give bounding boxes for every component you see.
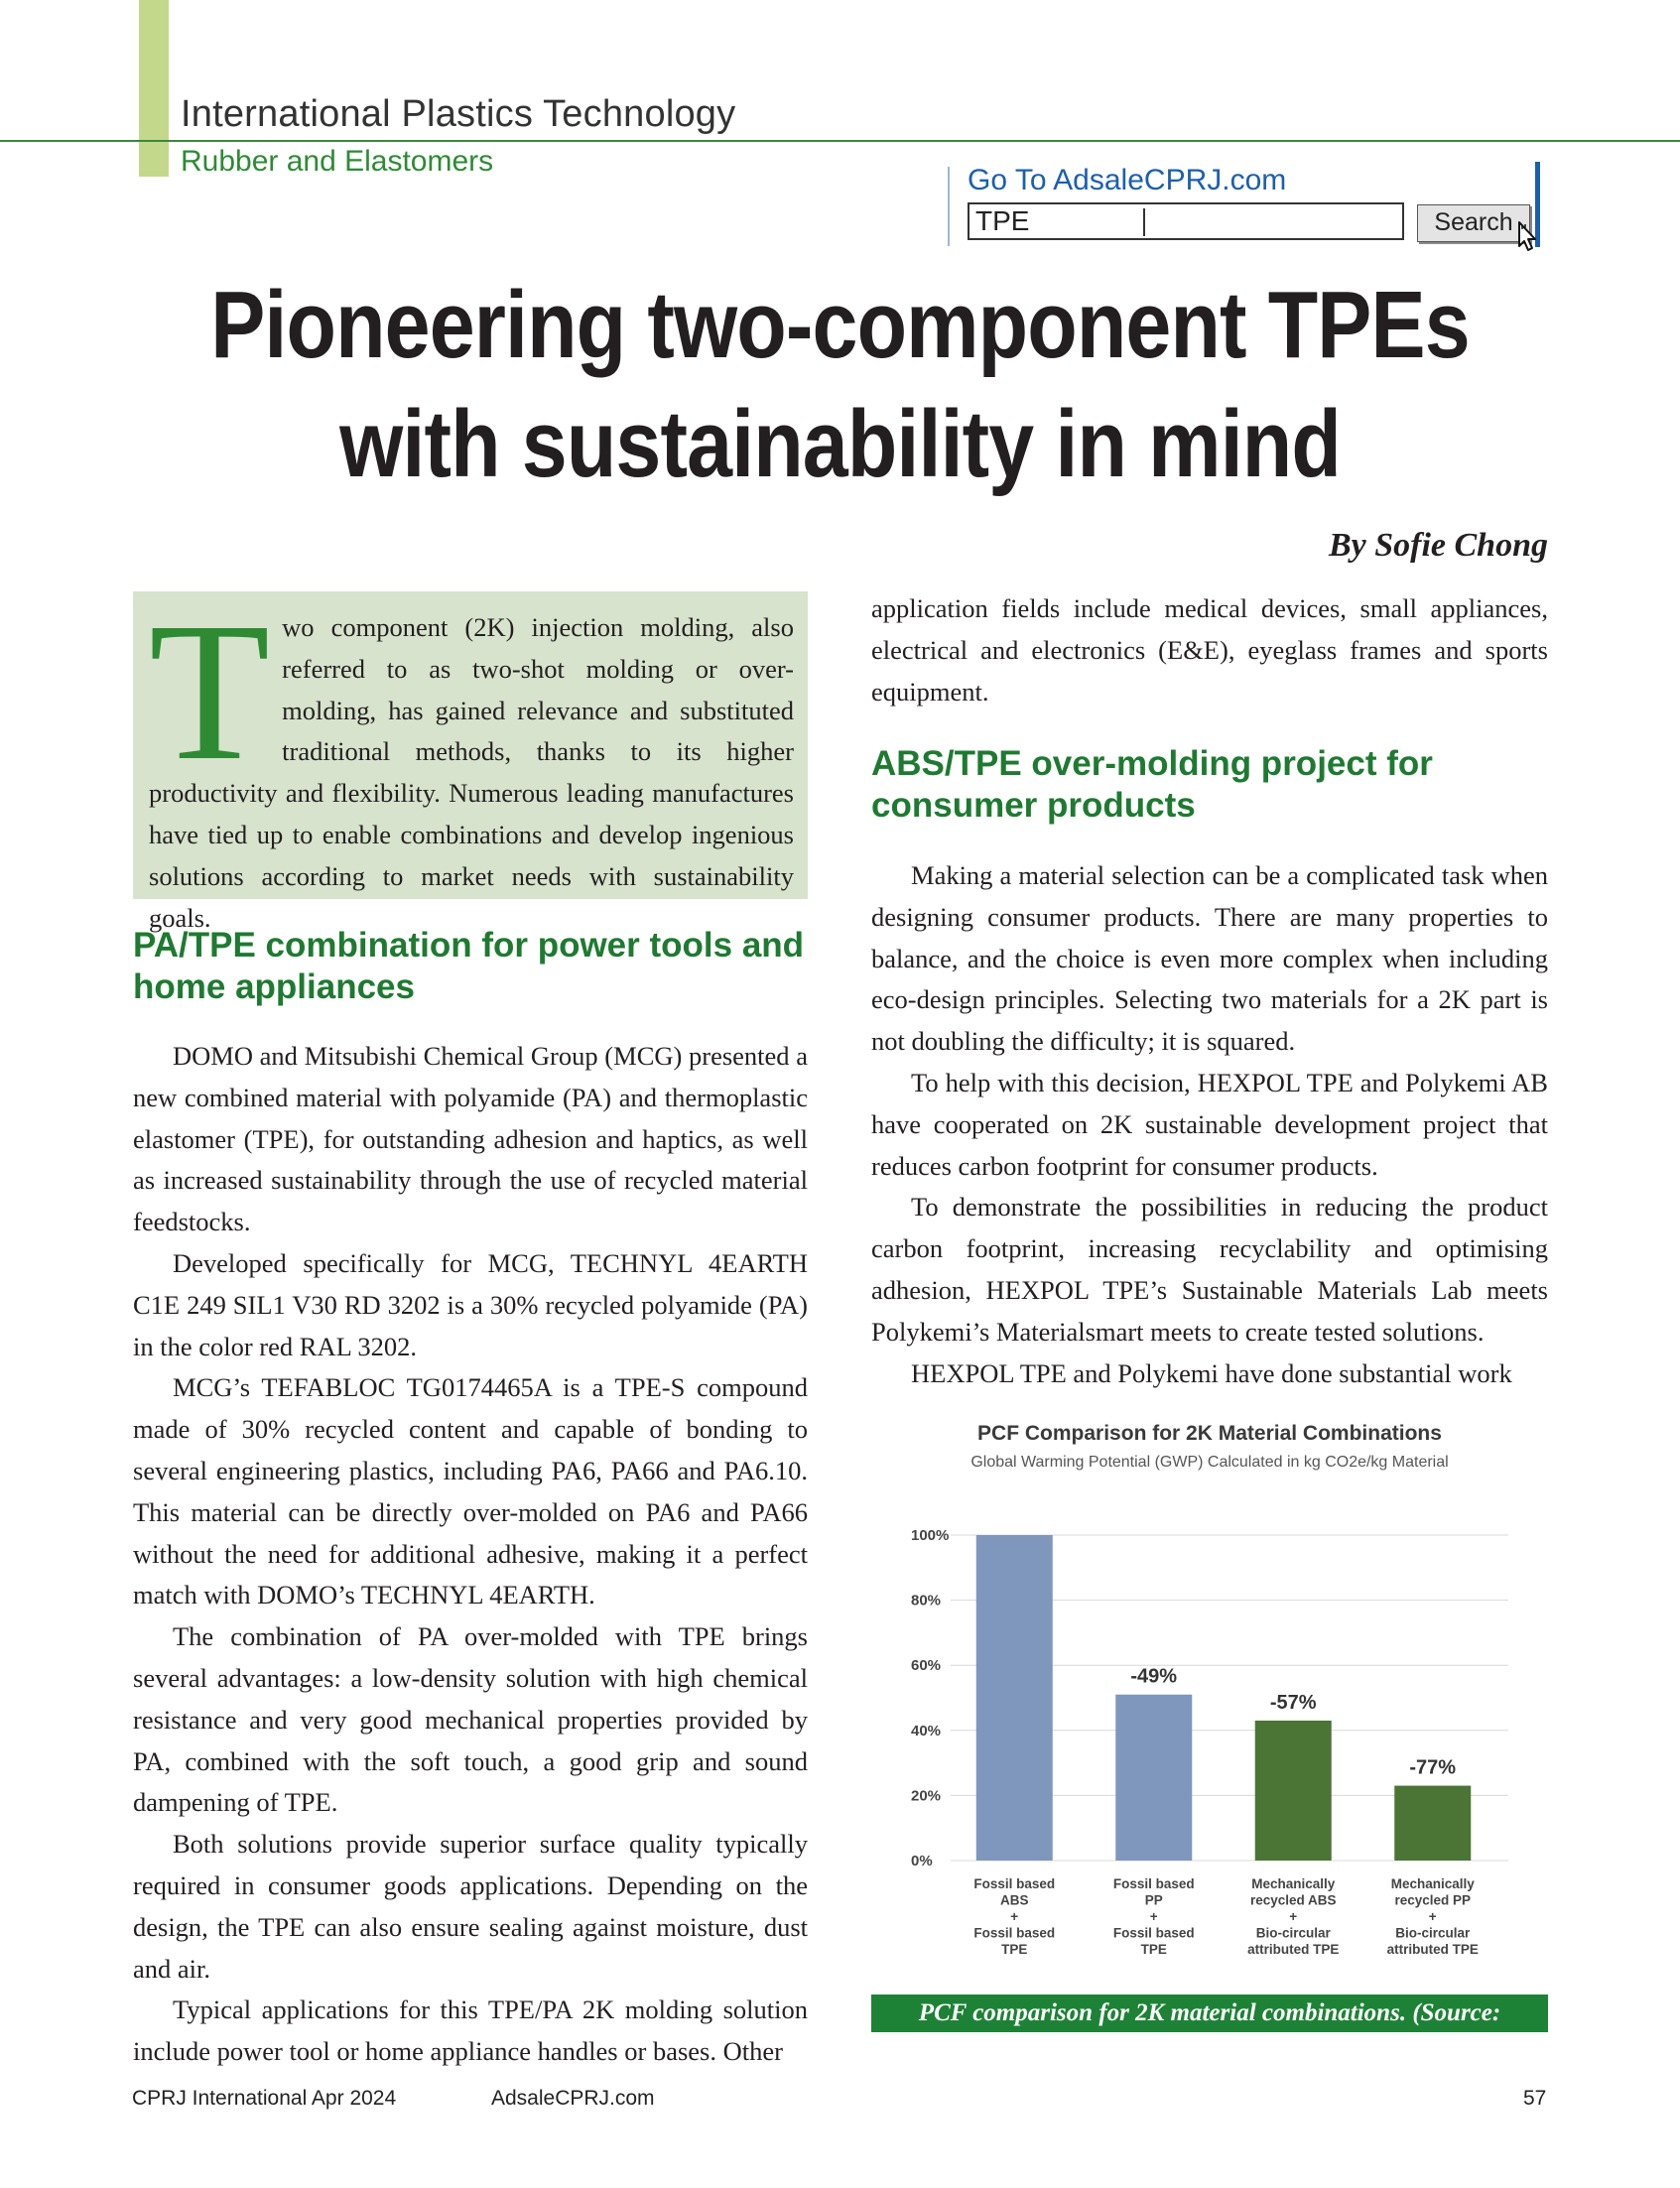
bar-value-label: -57% xyxy=(1269,1691,1317,1714)
section-label: Rubber and Elastomers xyxy=(181,145,494,178)
search-button[interactable]: Search xyxy=(1417,204,1530,242)
headline-line-1: Pioneering two-component TPEs xyxy=(210,272,1470,378)
bar xyxy=(1115,1695,1192,1861)
y-tick-label: 40% xyxy=(911,1722,942,1739)
chart-y-ticks xyxy=(911,1527,949,1869)
category-label: Fossil based xyxy=(1112,1876,1195,1891)
page-number: 57 xyxy=(1523,2087,1547,2110)
drop-cap: T xyxy=(149,582,271,802)
category-label: Bio-circular xyxy=(1255,1925,1331,1941)
footer-issue: CPRJ International Apr 2024 xyxy=(132,2087,397,2110)
category-label: Fossil based xyxy=(1112,1925,1195,1941)
bar xyxy=(976,1535,1053,1861)
paragraph: Developed specifically for MCG, TECHNYL 4EARTH C1E 249 SIL1 V30 RD 3202 is a 30% recycled polyamide (PA) in the color red RAL 3202. xyxy=(133,1247,808,1361)
headline-line-2: with sustainability in mind xyxy=(339,391,1341,497)
bar xyxy=(1255,1721,1332,1861)
category-label: Mechanically xyxy=(1390,1876,1475,1891)
category-label: + xyxy=(1428,1909,1437,1924)
search-divider-left xyxy=(948,167,950,246)
paragraph: application fields include medical devices, small appliances, electrical and electronics (E&E), eyeglass frames and sports equipment. xyxy=(871,593,1548,707)
y-tick-label: 0% xyxy=(911,1853,933,1869)
pcf-bar-chart xyxy=(871,1414,1548,1970)
byline: By Sofie Chong xyxy=(1328,527,1548,564)
column-right-top xyxy=(871,588,1548,712)
y-tick-label: 80% xyxy=(911,1592,942,1609)
search-widget xyxy=(948,159,1543,248)
section-heading-pa-tpe: PA/TPE combination for power tools and home appliances xyxy=(133,926,805,1006)
pointer-cursor-icon xyxy=(1513,220,1547,258)
header-accent-bar xyxy=(139,0,169,177)
chart-categories xyxy=(973,1876,1479,1957)
footer-site-link[interactable]: AdsaleCPRJ.com xyxy=(491,2087,655,2110)
intro-text: wo component (2K) injection molding, also referred to as two-shot molding or over-molding, has gained relevance and substituted traditional methods, thanks to its higher productivity and flexibility. Numerous leading manufactures have tied up to enable combinations and develop ingenious solutions according to market needs with sustainability goals. xyxy=(149,612,794,933)
chart-bars xyxy=(976,1535,1472,1861)
category-label: TPE xyxy=(1001,1942,1028,1957)
paragraph: To help with this decision, HEXPOL TPE and Polykemi AB have cooperated on 2K sustainable development project that reduces carbon footprint for consumer products. xyxy=(871,1067,1548,1181)
text-caret xyxy=(1143,208,1145,236)
category-label: PP xyxy=(1144,1892,1163,1908)
header-rule xyxy=(0,140,1680,142)
column-right xyxy=(871,855,1548,1394)
category-label: Fossil based xyxy=(973,1925,1056,1941)
category-label: + xyxy=(1149,1909,1158,1924)
section-heading-abs-tpe: ABS/TPE over-molding project for consumer products xyxy=(871,744,1433,825)
y-tick-label: 60% xyxy=(911,1657,942,1675)
paragraph: MCG’s TEFABLOC TG0174465A is a TPE-S compound made of 30% recycled content and capable of bonding to several engineering plastics, including PA6, PA66 and PA6.10. This material can be directly over-molded on PA6 and PA66 without the need for additional adhesive, making it a perfect match with DOMO’s TECHNYL 4EARTH. xyxy=(133,1372,808,1610)
category-label: attributed TPE xyxy=(1386,1942,1479,1957)
category-label: Mechanically xyxy=(1251,1876,1336,1891)
chart-title: PCF Comparison for 2K Material Combinations xyxy=(977,1422,1442,1445)
paragraph: Typical applications for this TPE/PA 2K molding solution include power tool or home appliance handles or bases. Other xyxy=(133,1995,808,2067)
y-tick-label: 100% xyxy=(911,1527,950,1544)
search-input-value: TPE xyxy=(975,205,1030,236)
paragraph: Both solutions provide superior surface quality typically required in consumer goods applications. Depending on the design, the TPE can also ensure sealing against moisture, dust and air. xyxy=(133,1829,808,1984)
figure-caption: PCF comparison for 2K material combinations. (Source: HEXPOL TPE) xyxy=(871,1995,1548,2032)
intro-box xyxy=(133,582,808,933)
category-label: attributed TPE xyxy=(1247,1942,1340,1957)
category-label: TPE xyxy=(1140,1942,1167,1957)
bar-value-label: -77% xyxy=(1409,1756,1457,1779)
category-label: + xyxy=(1010,1909,1019,1924)
search-link[interactable]: Go To AdsaleCPRJ.com xyxy=(968,164,1287,196)
y-tick-label: 20% xyxy=(911,1787,942,1805)
publication-title: International Plastics Technology xyxy=(181,93,736,135)
search-input[interactable] xyxy=(968,202,1404,240)
paragraph: Making a material selection can be a complicated task when designing consumer products. There are many properties to balance, and the choice is even more complex when including eco-design principles. Selecting two materials for a 2K part is not doubling the difficulty; it is squared. xyxy=(871,860,1548,1057)
paragraph: HEXPOL TPE and Polykemi have done substantial work xyxy=(911,1357,1512,1388)
category-label: + xyxy=(1289,1909,1298,1924)
category-label: recycled ABS xyxy=(1249,1892,1337,1908)
paragraph: DOMO and Mitsubishi Chemical Group (MCG) presented a new combined material with polyamide (PA) and thermoplastic elastomer (TPE), for outstanding adhesion and haptics, as well as increased sustainability through the use of recycled material feedstocks. xyxy=(133,1041,808,1237)
category-label: Bio-circular xyxy=(1395,1925,1471,1941)
paragraph: To demonstrate the possibilities in reducing the product carbon footprint, increasing recyclability and optimising adhesion, HEXPOL TPE’s Sustainable Materials Lab meets Polykemi’s Materialsmart meets to create tested solutions. xyxy=(871,1192,1548,1347)
intro-paragraph xyxy=(149,582,794,939)
article-headline xyxy=(118,266,1563,504)
category-label: recycled PP xyxy=(1394,1892,1472,1908)
bar-value-label: -49% xyxy=(1130,1665,1178,1688)
paragraph: The combination of PA over-molded with TPE brings several advantages: a low-density solution with high chemical resistance and very good mechanical properties provided by PA, combined with the soft touch, a good grip and sound dampening of TPE. xyxy=(133,1621,808,1818)
chart-subtitle: Global Warming Potential (GWP) Calculated in kg CO2e/kg Material xyxy=(970,1454,1449,1471)
category-label: Fossil based xyxy=(973,1876,1056,1891)
column-left xyxy=(133,1036,808,2073)
category-label: ABS xyxy=(999,1892,1029,1908)
bar xyxy=(1394,1786,1471,1861)
